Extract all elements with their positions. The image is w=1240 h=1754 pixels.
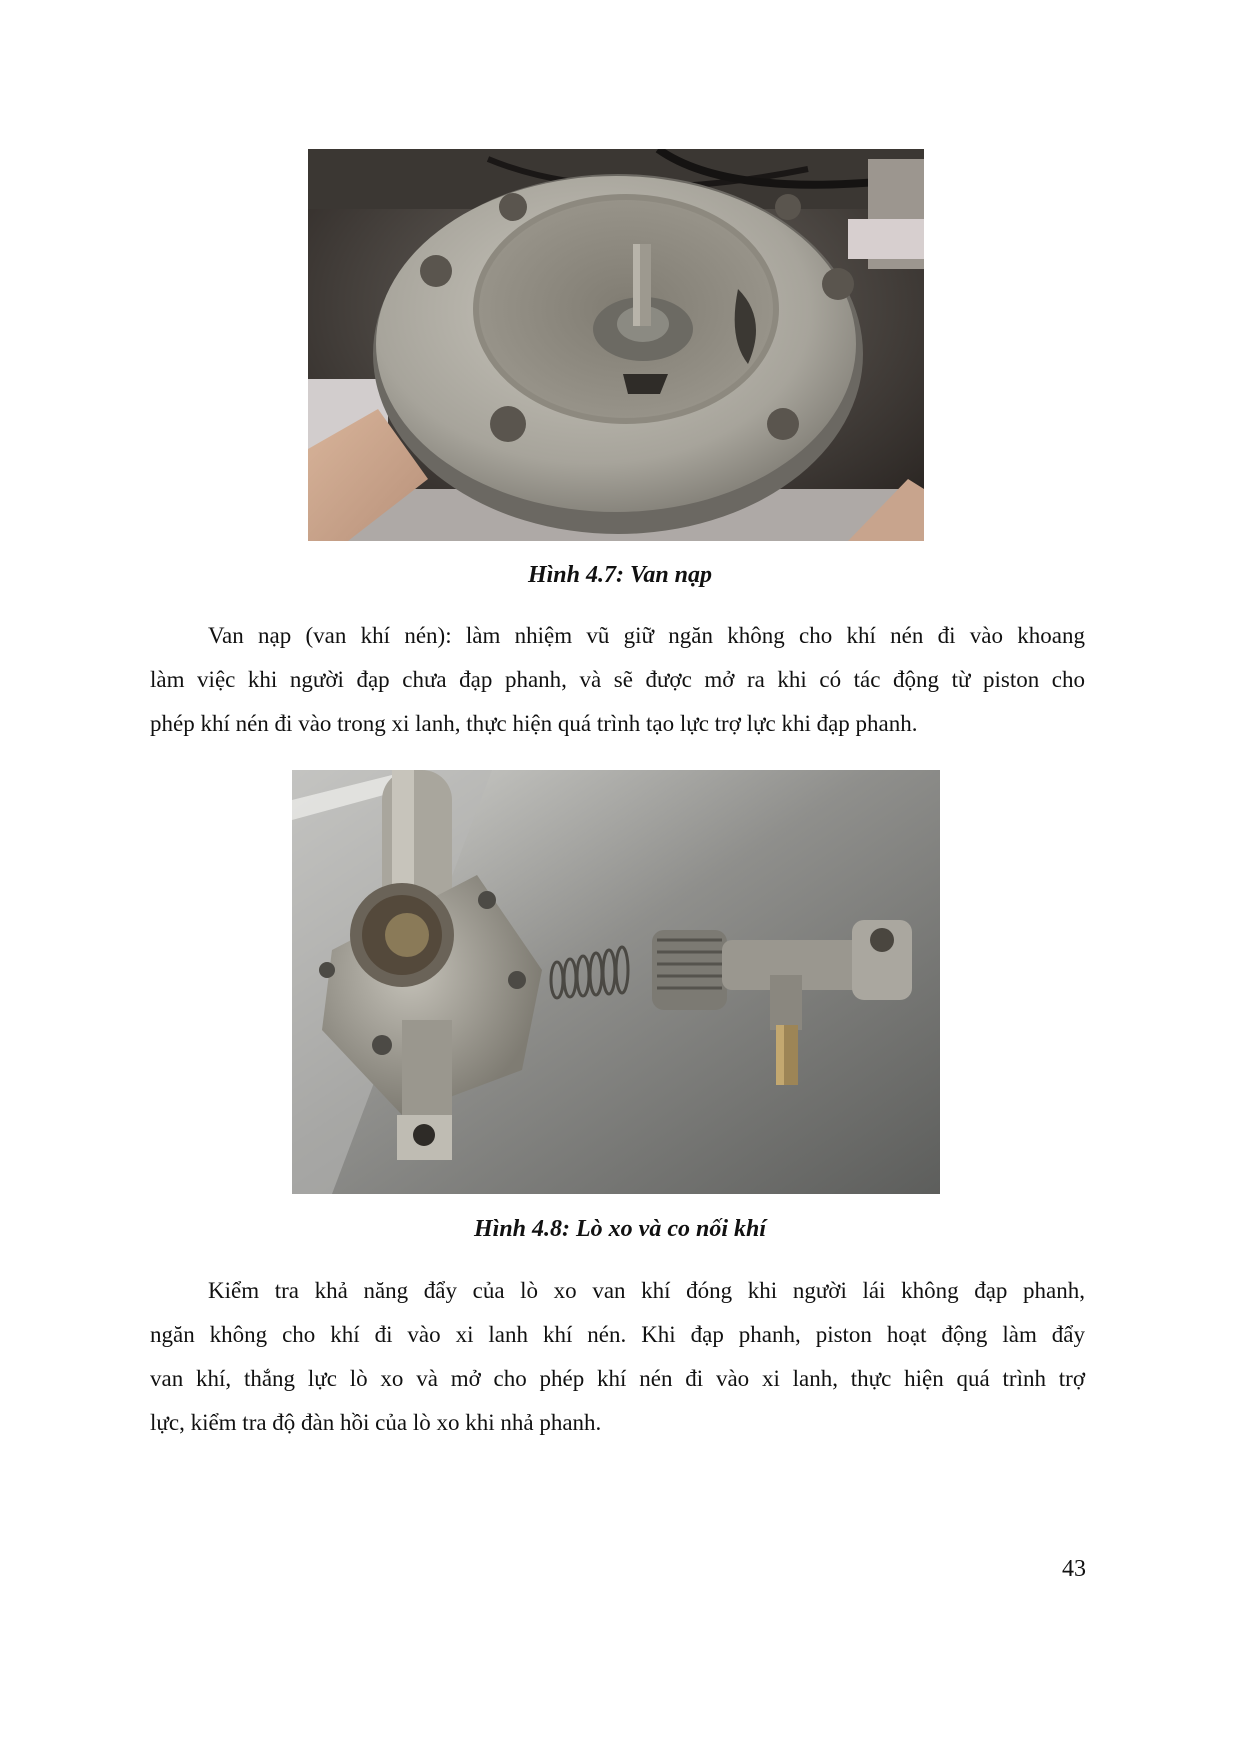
paragraph-line: Van nạp (van khí nén): làm nhiệm vũ giữ ngăn không cho khí nén đi vào khoang bbox=[208, 623, 1085, 648]
page-number: 43 bbox=[1062, 1556, 1086, 1582]
paragraph-line: ngăn không cho khí đi vào xi lanh khí nén. Khi đạp phanh, piston hoạt động làm đẩy bbox=[150, 1322, 1085, 1347]
paragraph-line: van khí, thắng lực lò xo và mở cho phép khí nén đi vào xi lanh, thực hiện quá trình trợ bbox=[150, 1366, 1085, 1391]
intake-valve-photo bbox=[308, 149, 924, 541]
paragraph-line: Kiểm tra khả năng đẩy của lò xo van khí đóng khi người lái không đạp phanh, bbox=[208, 1278, 1085, 1303]
paragraph-line: làm việc khi người đạp chưa đạp phanh, và sẽ được mở ra khi có tác động từ piston cho bbox=[150, 667, 1085, 692]
paragraph-line: lực, kiểm tra độ đàn hồi của lò xo khi nhả phanh. bbox=[150, 1410, 602, 1435]
paragraph bbox=[150, 1269, 1085, 1445]
figure-caption: Hình 4.8: Lò xo và co nối khí bbox=[473, 1216, 767, 1242]
paragraph bbox=[150, 614, 1085, 746]
figure-caption: Hình 4.7: Van nạp bbox=[527, 562, 713, 588]
paragraph-line: phép khí nén đi vào trong xi lanh, thực hiện quá trình tạo lực trợ lực khi đạp phanh. bbox=[150, 711, 918, 736]
spring-and-fitting-photo bbox=[292, 770, 940, 1194]
